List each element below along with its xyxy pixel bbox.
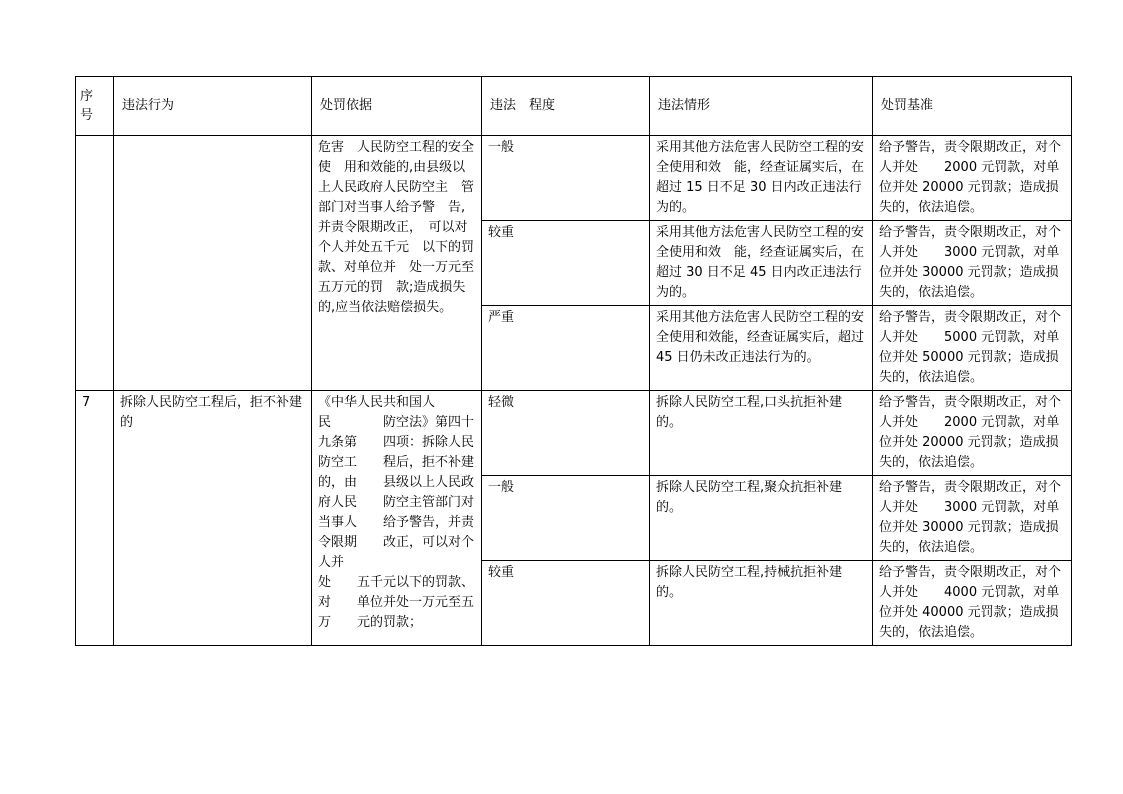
violation-situation: 拆除人民防空工程,持械抗拒补建的。 bbox=[650, 561, 873, 646]
penalty-standard: 给予警告，责令限期改正，对个人并处 3000 元罚款，对单位并处 30000 元罚款；造成损失的，依法追偿。 bbox=[873, 221, 1072, 306]
violation-situation: 拆除人民防空工程,口头抗拒补建的。 bbox=[650, 391, 873, 476]
violation-degree: 严重 bbox=[482, 306, 650, 391]
violation-degree: 轻微 bbox=[482, 391, 650, 476]
penalty-standard: 给予警告，责令限期改正，对个人并处 5000 元罚款，对单位并处 50000 元罚款；造成损失的，依法追偿。 bbox=[873, 306, 1072, 391]
penalty-standard: 给予警告，责令限期改正，对个人并处 2000 元罚款，对单位并处 20000 元罚款；造成损失的，依法追偿。 bbox=[873, 136, 1072, 221]
violation-situation: 采用其他方法危害人民防空工程的安全使用和效 能，经查证属实后，在超过 15 日不足 30 日内改正违法行为的。 bbox=[650, 136, 873, 221]
header-row bbox=[76, 77, 1072, 136]
header-degree: 违法 程度 bbox=[482, 77, 650, 136]
violation-degree: 较重 bbox=[482, 561, 650, 646]
violation-degree: 较重 bbox=[482, 221, 650, 306]
table-row bbox=[76, 136, 1072, 221]
header-standard: 处罚基准 bbox=[873, 77, 1072, 136]
violation-behavior: 拆除人民防空工程后，拒不补建的 bbox=[114, 391, 312, 646]
header-number: 序 号 bbox=[76, 77, 114, 136]
violation-degree: 一般 bbox=[482, 476, 650, 561]
violation-degree: 一般 bbox=[482, 136, 650, 221]
table-row bbox=[76, 391, 1072, 476]
header-situation: 违法情形 bbox=[650, 77, 873, 136]
penalty-basis: 危害 人民防空工程的安全使 用和效能的,由县级以 上人民政府人民防空主 管部门对当事人给予警 告,并责令限期改正， 可以对个人并处五千元 以下的罚款、对单位并 处一万元至五万元的罚 款;造成损失的,应当依法赔偿损失。 bbox=[312, 136, 482, 391]
row-number: 7 bbox=[76, 391, 114, 646]
violation-situation: 采用其他方法危害人民防空工程的安全使用和效能，经查证属实后，超过 45 日仍未改正违法行为的。 bbox=[650, 306, 873, 391]
penalty-standard: 给予警告，责令限期改正，对个人并处 2000 元罚款，对单位并处 20000 元罚款；造成损失的，依法追偿。 bbox=[873, 391, 1072, 476]
penalty-basis: 《中华人民共和国人 民 防空法》第四十九条第 四项：拆除人民防空工 程后，拒不补建的，由 县级以上人民政府人民 防空主管部门对当事人 给予警告，并责令限期 改正，可以对个人并 处 五千元以下的罚款、对 单位并处一万元至五万 元的罚款； bbox=[312, 391, 482, 646]
header-behavior: 违法行为 bbox=[114, 77, 312, 136]
violation-situation: 拆除人民防空工程,聚众抗拒补建的。 bbox=[650, 476, 873, 561]
penalty-standard: 给予警告，责令限期改正，对个人并处 4000 元罚款，对单位并处 40000 元罚款；造成损失的，依法追偿。 bbox=[873, 561, 1072, 646]
violation-situation: 采用其他方法危害人民防空工程的安全使用和效 能，经查证属实后，在超过 30 日不足 45 日内改正违法行为的。 bbox=[650, 221, 873, 306]
penalty-standard: 给予警告，责令限期改正，对个人并处 3000 元罚款，对单位并处 30000 元罚款；造成损失的，依法追偿。 bbox=[873, 476, 1072, 561]
violation-behavior bbox=[114, 136, 312, 391]
penalty-standard-table bbox=[75, 76, 1072, 646]
header-basis: 处罚依据 bbox=[312, 77, 482, 136]
row-number bbox=[76, 136, 114, 391]
